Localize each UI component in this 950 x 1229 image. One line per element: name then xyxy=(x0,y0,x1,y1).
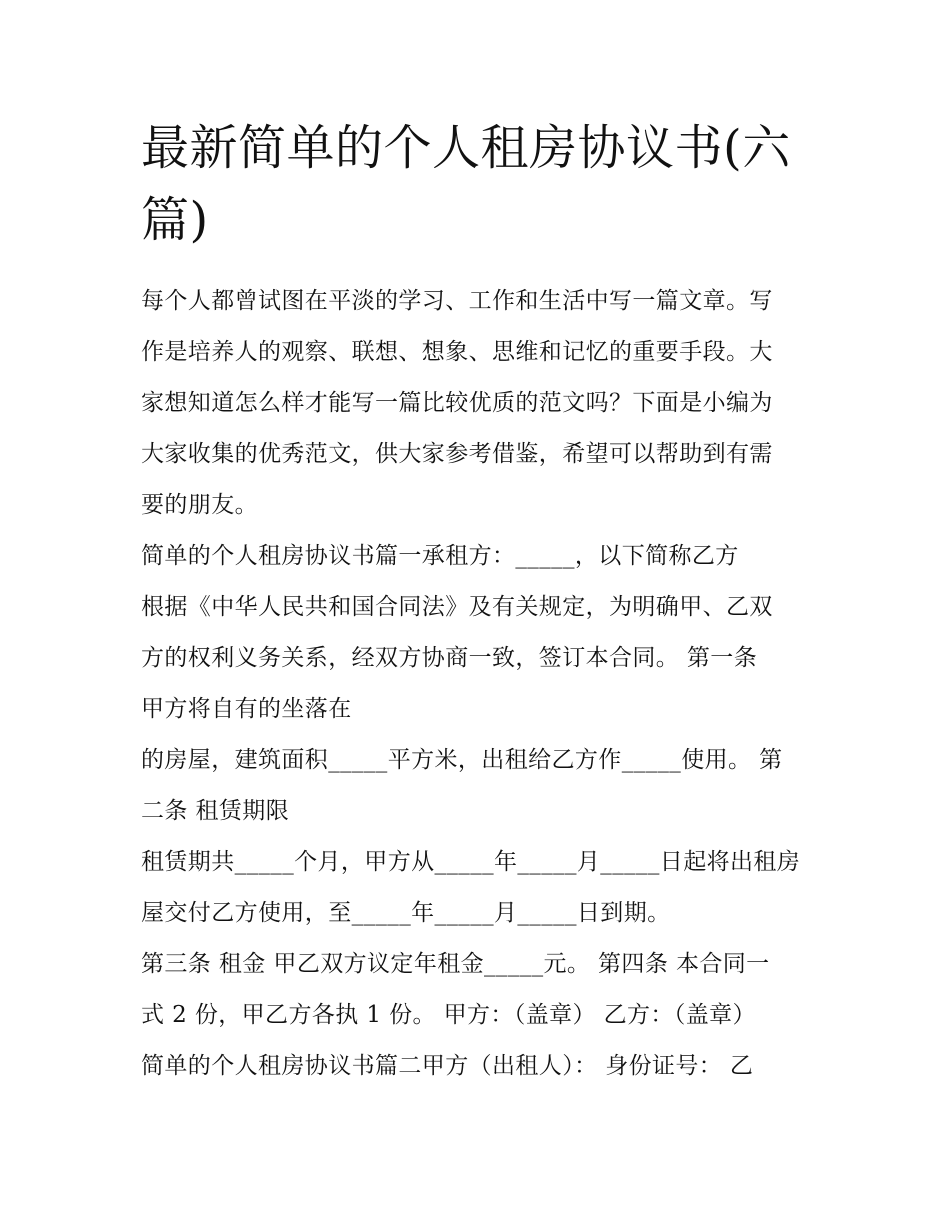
document-body xyxy=(141,276,817,1092)
body-line: 第三条 租金 甲乙双方议定年租金_____元。 第四条 本合同一 xyxy=(141,951,770,977)
body-line: 要的朋友。 xyxy=(141,492,258,518)
body-line: 甲方将自有的坐落在 xyxy=(141,696,352,722)
body-line: 式 2 份，甲乙方各执 1 份。 甲方：（盖章） 乙方：（盖章） xyxy=(141,1002,756,1028)
body-line: 作是培养人的观察、联想、想象、思维和记忆的重要手段。大 xyxy=(141,339,773,365)
body-line: 的房屋，建筑面积_____平方米，出租给乙方作_____使用。 第 xyxy=(141,747,783,773)
body-line: 方的权利义务关系，经双方协商一致，签订本合同。 第一条 xyxy=(141,645,758,671)
body-line: 简单的个人租房协议书篇二甲方（出租人）： 身份证号： 乙 xyxy=(141,1053,754,1079)
body-line: 大家收集的优秀范文，供大家参考借鉴，希望可以帮助到有需 xyxy=(141,441,773,467)
body-line: 简单的个人租房协议书篇一承租方：_____，以下简称乙方 xyxy=(141,543,739,569)
body-line: 根据《中华人民共和国合同法》及有关规定，为明确甲、乙双 xyxy=(141,594,773,620)
body-line: 屋交付乙方使用，至_____年_____月_____日到期。 xyxy=(141,900,671,926)
body-line: 二条 租赁期限 xyxy=(141,798,290,824)
body-line: 租赁期共_____个月，甲方从_____年_____月_____日起将出租房 xyxy=(141,849,801,875)
body-line: 家想知道怎么样才能写一篇比较优质的范文吗？下面是小编为 xyxy=(141,390,773,416)
document-title: 最新简单的个人租房协议书(六篇) xyxy=(141,120,791,248)
body-line: 每个人都曾试图在平淡的学习、工作和生活中写一篇文章。写 xyxy=(141,288,773,314)
